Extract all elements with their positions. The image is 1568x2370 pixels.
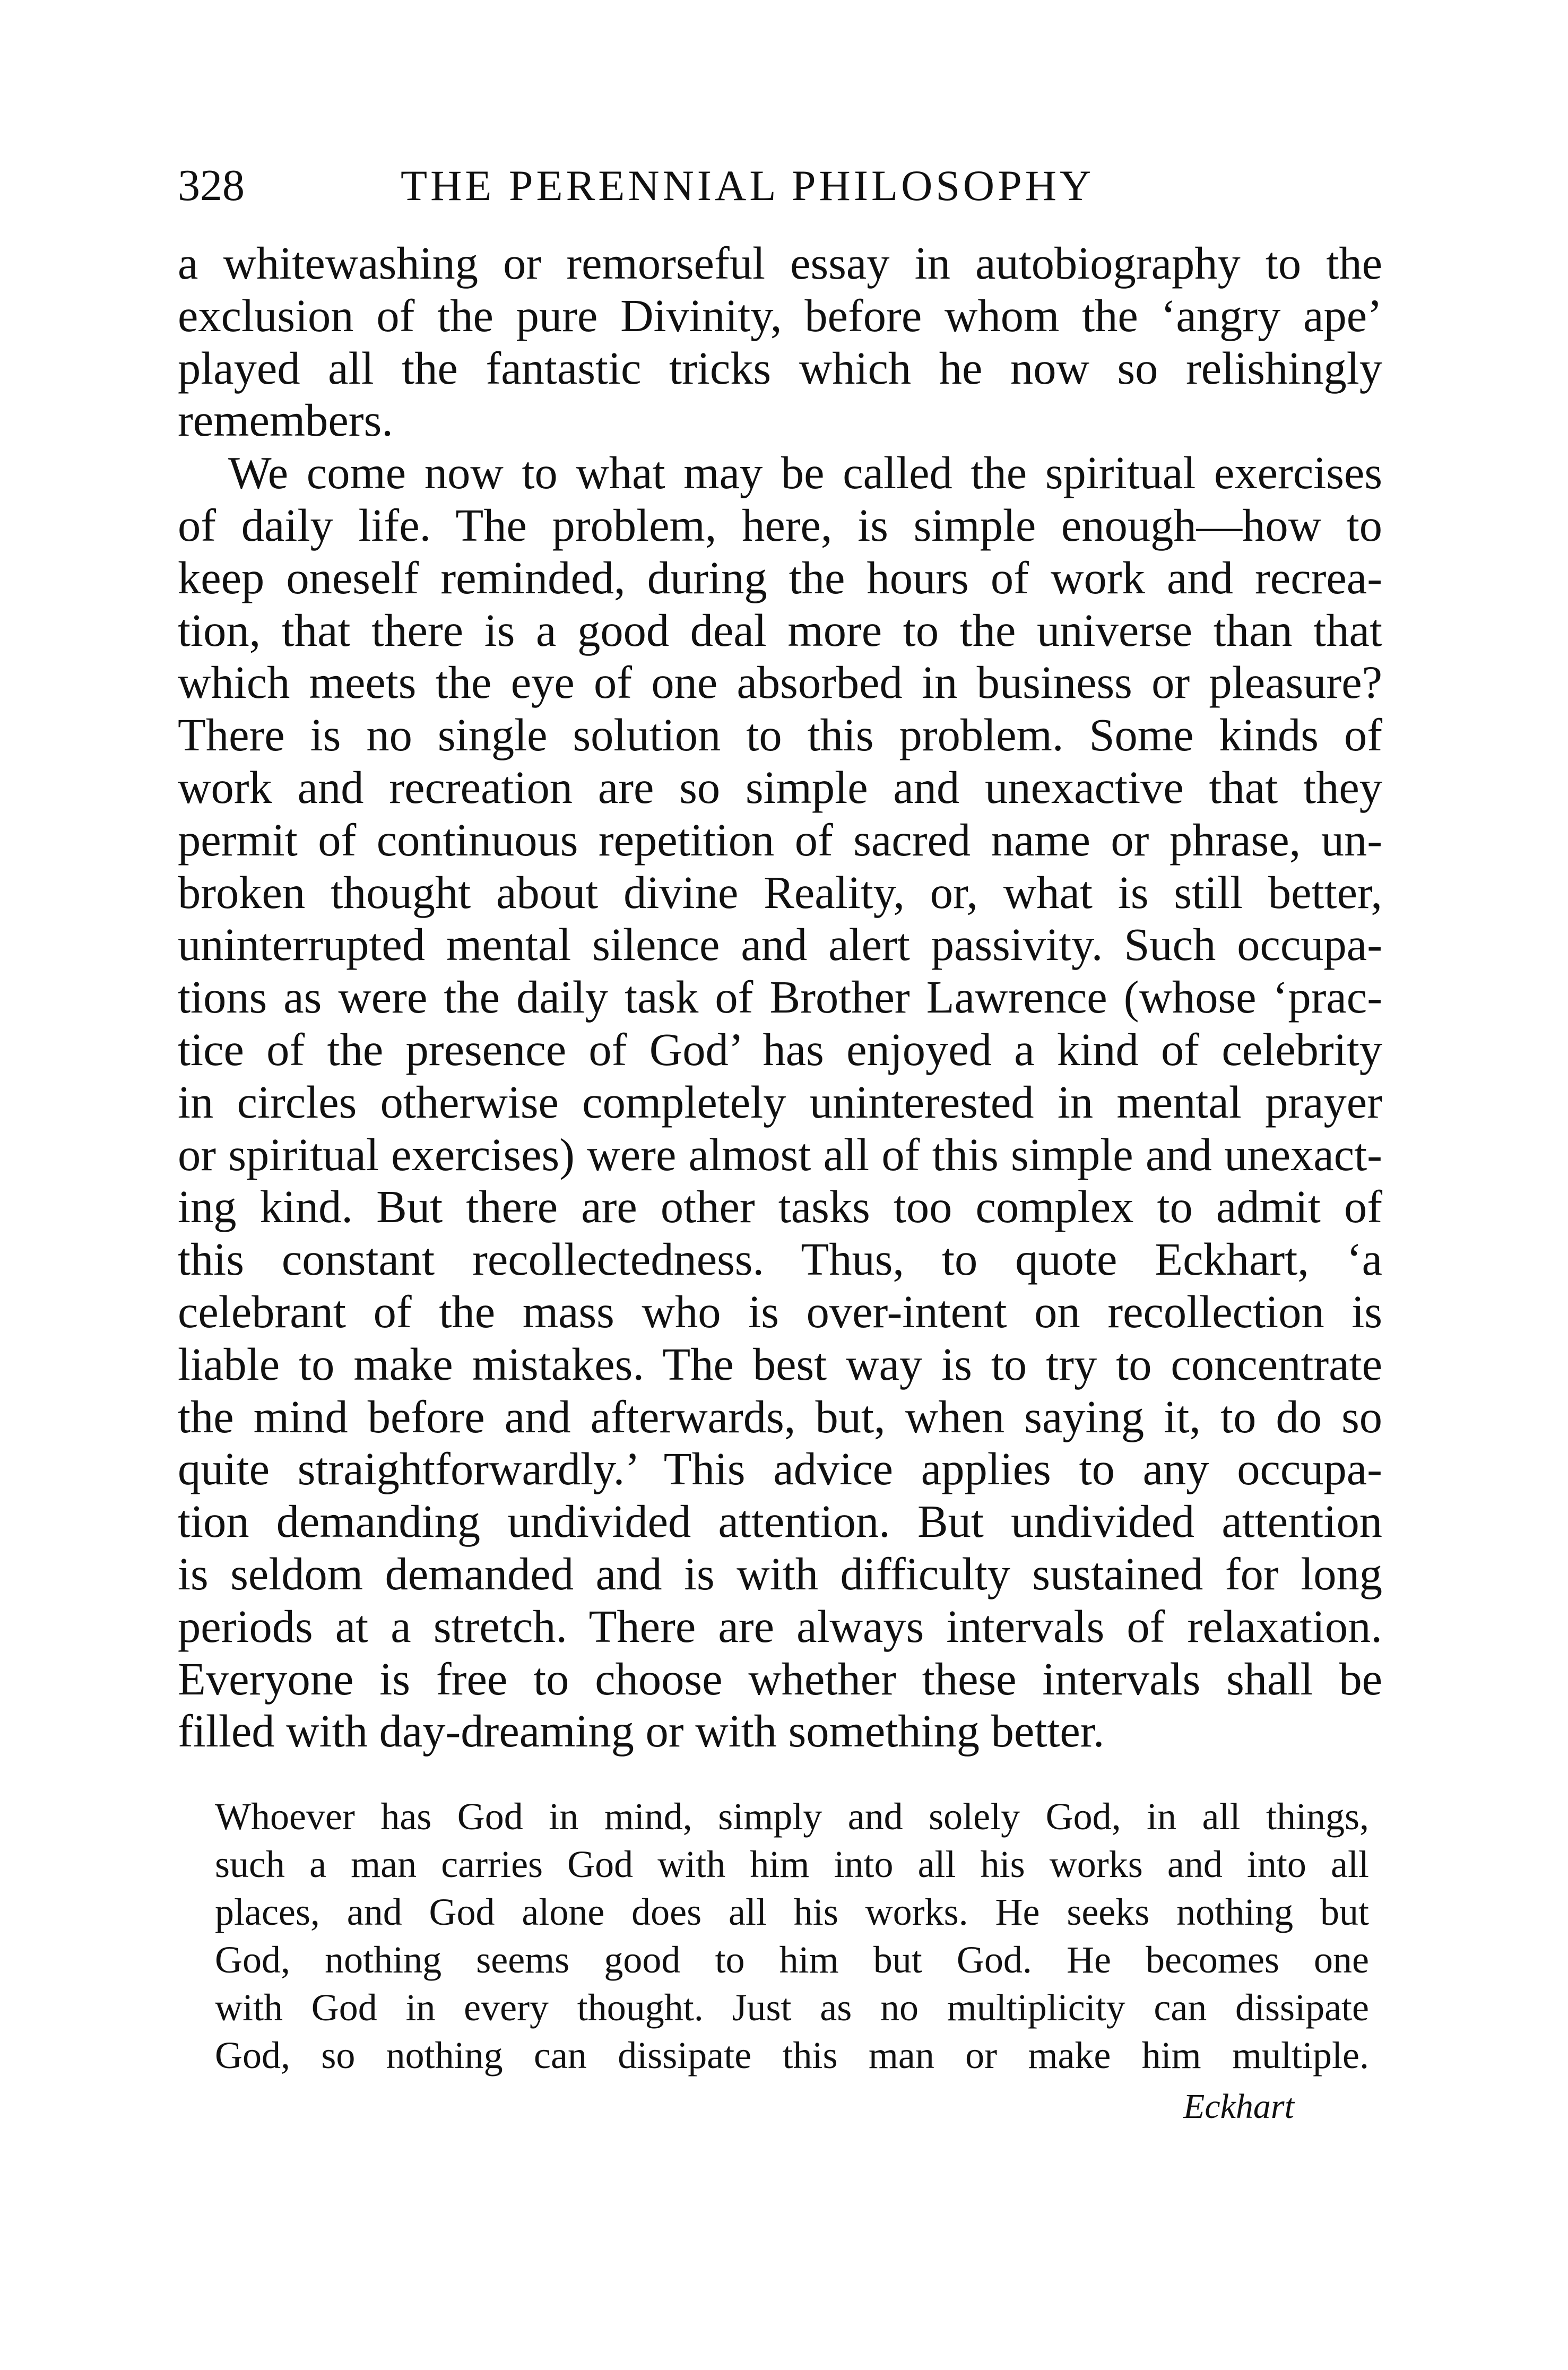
quote-line: places, and God alone does all his works. He seeks nothing but [215, 1891, 1369, 1933]
running-title: THE PERENNIAL PHILOSOPHY [401, 161, 1095, 210]
text-line: exclusion of the pure Divinity, before whom the ‘angry ape’ [178, 290, 1382, 341]
body-text [178, 237, 1382, 1758]
quote-attribution: Eckhart [1183, 2087, 1294, 2126]
text-line: tion, that there is a good deal more to the universe than that [178, 604, 1382, 656]
text-line: quite straightforwardly.’ This advice applies to any occupa- [178, 1443, 1382, 1495]
text-line: is seldom demanded and is with difficulty sustained for long [178, 1548, 1382, 1599]
quote-line: with God in every thought. Just as no multiplicity can dissipate [215, 1986, 1369, 2029]
text-line: broken thought about divine Reality, or, what is still better, [178, 867, 1382, 918]
text-line: liable to make mistakes. The best way is to try to concentrate [178, 1338, 1382, 1390]
text-line: the mind before and afterwards, but, when saying it, to do so [178, 1391, 1382, 1442]
text-line: played all the fantastic tricks which he now so relishingly [178, 342, 1382, 394]
text-line: in circles otherwise completely uninterested in mental prayer [178, 1076, 1382, 1128]
text-line: periods at a stretch. There are always intervals of relaxation. [178, 1601, 1382, 1652]
text-line: There is no single solution to this problem. Some kinds of [178, 710, 1382, 761]
quote-line: such a man carries God with him into all his works and into all [215, 1843, 1369, 1885]
text-line: of daily life. The problem, here, is simple enough—how to [178, 499, 1382, 551]
text-line: tice of the presence of God’ has enjoyed a kind of celebrity [178, 1024, 1382, 1075]
text-line: celebrant of the mass who is over-intent on recollection is [178, 1286, 1382, 1337]
text-line: Everyone is free to choose whether these intervals shall be [178, 1653, 1382, 1705]
quote-line: God, nothing seems good to him but God. He becomes one [215, 1939, 1369, 1981]
page-header [178, 154, 1382, 218]
text-line: uninterrupted mental silence and alert passivity. Such occupa- [178, 919, 1382, 971]
quote-line: God, so nothing can dissipate this man or make him multiple. [215, 2034, 1369, 2077]
text-line: a whitewashing or remorseful essay in autobiography to the [178, 238, 1382, 289]
text-line: We come now to what may be called the spiritual exercises [228, 447, 1382, 499]
block-quote [215, 1793, 1369, 2079]
text-line: tions as were the daily task of Brother Lawrence (whose ‘prac- [178, 972, 1382, 1023]
text-line: keep oneself reminded, during the hours of work and recrea- [178, 552, 1382, 603]
text-line: or spiritual exercises) were almost all of this simple and unexact- [178, 1129, 1382, 1180]
text-line: permit of continuous repetition of sacred name or phrase, un- [178, 814, 1382, 866]
page-number: 328 [178, 161, 245, 210]
text-line: filled with day-dreaming or with something better. [178, 1706, 1105, 1757]
text-line: tion demanding undivided attention. But undivided attention [178, 1496, 1382, 1547]
quote-line: Whoever has God in mind, simply and solely God, in all things, [215, 1795, 1369, 1838]
text-line: which meets the eye of one absorbed in business or pleasure? [178, 657, 1382, 708]
text-line: remembers. [178, 395, 393, 446]
text-line: ing kind. But there are other tasks too complex to admit of [178, 1181, 1382, 1233]
text-line: this constant recollectedness. Thus, to quote Eckhart, ‘a [178, 1234, 1382, 1285]
text-line: work and recreation are so simple and unexactive that they [178, 762, 1382, 813]
